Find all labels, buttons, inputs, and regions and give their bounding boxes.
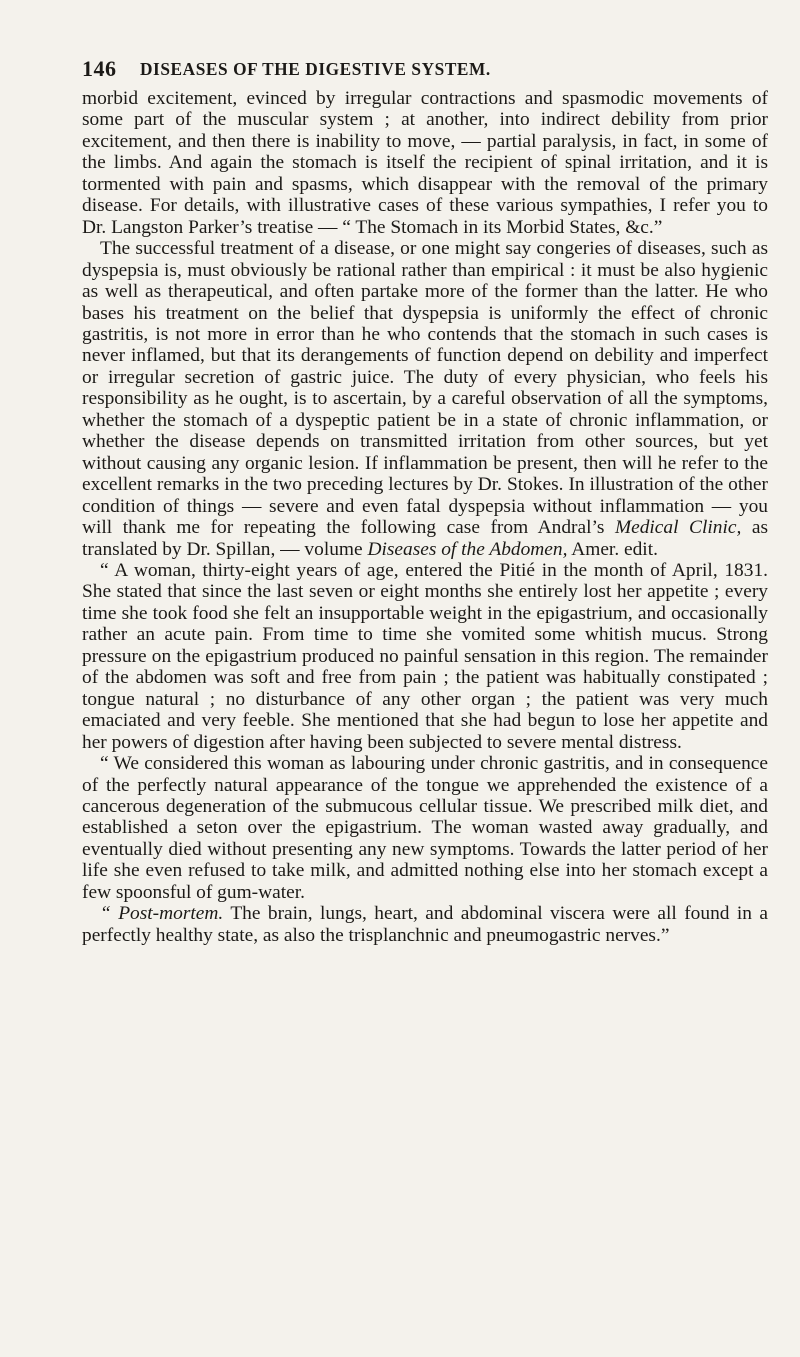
- paragraph-text: Amer. edit.: [571, 538, 658, 560]
- paragraph-text: morbid excitement, evinced by irregular contractions and spasmodic movements of some part of the muscular system ; at another, into indirect debility from prior excitement, and then there is inability to move, — partial paralysis, in fact, in some of the limbs. And again the stomach is itself the recipient of spinal irritation, and it is tormented with pain and spasms, which disappear with the removal of the primary disease. For details, with illustrative cases of these various sympathies, I refer you to Dr. Langston Parker’s treatise — “ The Stomach in its Morbid States, &c.”: [82, 88, 768, 238]
- paragraph-case-treatment: [82, 753, 768, 903]
- paragraph-case-history: [82, 560, 768, 753]
- running-head-title: DISEASES OF THE DIGESTIVE SYSTEM.: [140, 59, 491, 79]
- paragraph-post-mortem: [82, 903, 768, 946]
- paragraph-treatment: [82, 238, 768, 560]
- page-number: 146: [82, 56, 117, 81]
- paragraph-text: “ We considered this woman as labouring under chronic gastritis, and in consequence of the perfectly natural appearance of the tongue we apprehended the existence of a cancerous degeneration of the submucous cellular tissue. We prescribed milk diet, and established a seton over the epigastrium. The woman wasted away gradually, and eventually died without presenting any new symptoms. Towards the latter period of her life she even refused to take milk, and admitted nothing else into her stomach except a few spoonsful of gum-water.: [82, 753, 768, 903]
- paragraph-continuation: [82, 88, 768, 238]
- citation-title: Medical Clinic,: [614, 517, 742, 539]
- post-mortem-heading: “ Post-mortem.: [100, 903, 224, 925]
- paragraph-text: The brain, lungs, heart, and abdominal viscera were all found in a perfectly healthy state, as also the trisplanchnic and pneumogastric nerves.”: [82, 903, 768, 946]
- paragraph-text: “ A woman, thirty-eight years of age, entered the Pitié in the month of April, 1831. She stated that since the last seven or eight months she entirely lost her appetite ; every time she took food she felt an insupportable weight in the epigastrium, and occasionally rather an acute pain. From time to time she vomited some whitish mucus. Strong pressure on the epigastrium produced no painful sensation in this region. The remainder of the abdomen was soft and free from pain ; the patient was habitually constipated ; tongue natural ; no disturbance of any other organ ; the patient was very much emaciated and very feeble. She mentioned that she had begun to lose her appetite and her powers of digestion after having been subjected to severe mental distress.: [82, 559, 768, 753]
- running-head: [82, 50, 768, 84]
- paragraph-text: The successful treatment of a disease, or one might say congeries of diseases, such as dyspepsia is, must obviously be rational rather than empirical : it must be also hygienic as well as therapeutical, and often partake more of the former than the latter. He who bases his treatment on the belief that dyspepsia is uniformly the effect of chronic gastritis, is not more in error than he who contends that the stomach in such cases is never inflamed, but that its derangements of function depend on debility and imperfect or irregular secretion of gastric juice. The duty of every physician, who feels his responsibility as he ought, is to ascertain, by a careful observation of all the symptoms, whether the stomach of a dyspeptic patient be in a state of chronic inflammation, or whether the disease depends on transmitted irritation from other sources, but yet without causing any organic lesion. If inflammation be present, then will he refer to the excellent remarks in the two preceding lectures by Dr. Stokes. In illustration of the other condition of things — severe and even fatal dyspepsia without inflammation — you will thank me for repeating the following case from Andral’s: [82, 238, 768, 539]
- citation-volume: Diseases of the Abdomen,: [367, 538, 568, 560]
- paragraph-text: as translated by Dr. Spillan, — volume: [82, 517, 768, 560]
